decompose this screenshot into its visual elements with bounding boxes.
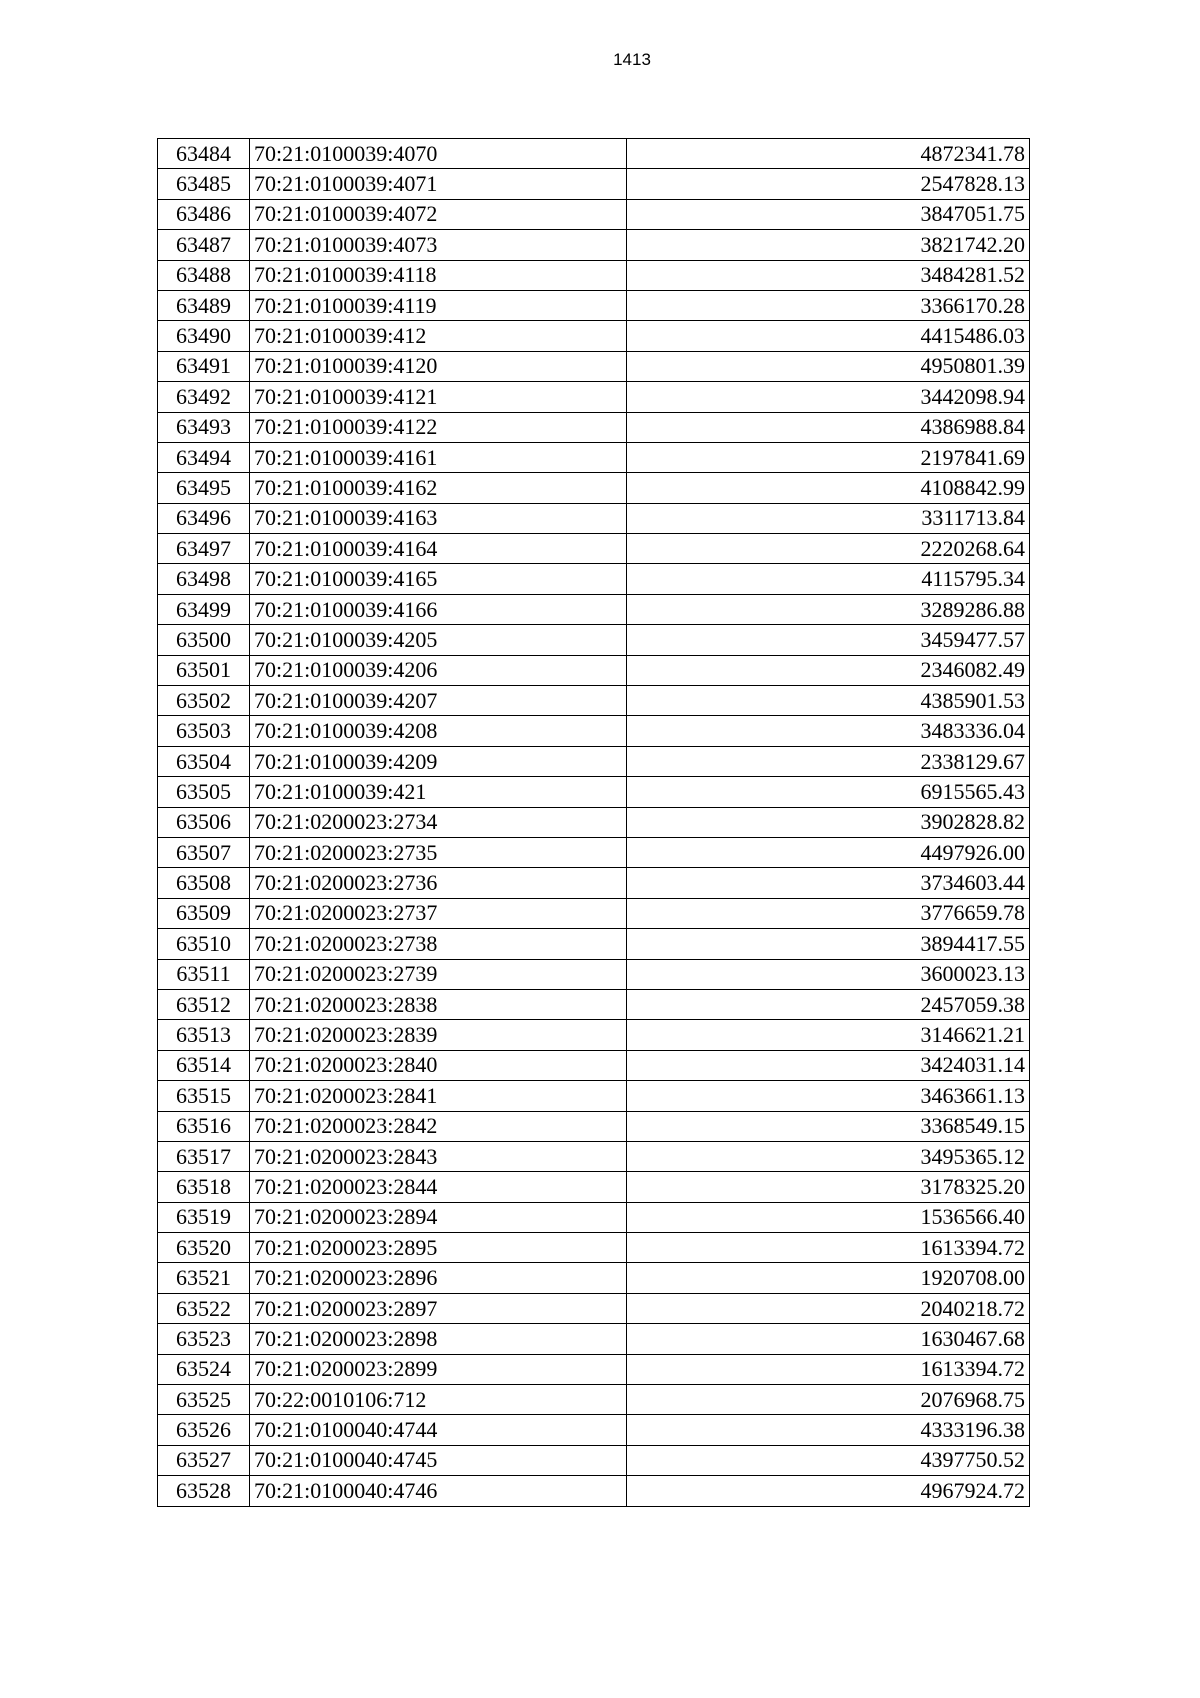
cadastral-number-cell: 70:21:0100040:4744 [250, 1415, 627, 1445]
cadastral-number-cell: 70:21:0100039:421 [250, 777, 627, 807]
row-number-cell: 63492 [158, 382, 250, 412]
row-number-cell: 63508 [158, 868, 250, 898]
row-number-cell: 63521 [158, 1263, 250, 1293]
table-row [158, 1020, 1030, 1050]
row-number-cell: 63519 [158, 1202, 250, 1232]
cadastral-number-cell: 70:21:0200023:2841 [250, 1081, 627, 1111]
table-row [158, 594, 1030, 624]
table-body [158, 139, 1030, 1507]
table-row [158, 1263, 1030, 1293]
table-row [158, 959, 1030, 989]
cadastral-value-cell: 4333196.38 [627, 1415, 1030, 1445]
cadastral-value-cell: 1630467.68 [627, 1324, 1030, 1354]
cadastral-value-cell: 3484281.52 [627, 260, 1030, 290]
row-number-cell: 63493 [158, 412, 250, 442]
table-row [158, 564, 1030, 594]
row-number-cell: 63489 [158, 290, 250, 320]
row-number-cell: 63498 [158, 564, 250, 594]
cadastral-value-cell: 3442098.94 [627, 382, 1030, 412]
table-row [158, 1202, 1030, 1232]
cadastral-value-table [157, 138, 1030, 1507]
cadastral-number-cell: 70:21:0100039:4121 [250, 382, 627, 412]
cadastral-number-cell: 70:21:0200023:2735 [250, 837, 627, 867]
cadastral-number-cell: 70:21:0200023:2737 [250, 898, 627, 928]
row-number-cell: 63484 [158, 139, 250, 169]
row-number-cell: 63499 [158, 594, 250, 624]
row-number-cell: 63485 [158, 169, 250, 199]
cadastral-value-cell: 3902828.82 [627, 807, 1030, 837]
cadastral-number-cell: 70:21:0100039:4070 [250, 139, 627, 169]
table-row [158, 929, 1030, 959]
table-row [158, 1415, 1030, 1445]
table-row [158, 655, 1030, 685]
cadastral-value-cell: 4385901.53 [627, 686, 1030, 716]
cadastral-number-cell: 70:21:0100039:4073 [250, 230, 627, 260]
cadastral-number-cell: 70:21:0200023:2738 [250, 929, 627, 959]
table-row [158, 1050, 1030, 1080]
row-number-cell: 63497 [158, 534, 250, 564]
cadastral-value-cell: 3847051.75 [627, 199, 1030, 229]
cadastral-value-cell: 3734603.44 [627, 868, 1030, 898]
cadastral-value-cell: 4386988.84 [627, 412, 1030, 442]
cadastral-value-cell: 1613394.72 [627, 1354, 1030, 1384]
cadastral-number-cell: 70:21:0200023:2843 [250, 1141, 627, 1171]
cadastral-value-cell: 3821742.20 [627, 230, 1030, 260]
row-number-cell: 63510 [158, 929, 250, 959]
table-row [158, 625, 1030, 655]
table-row [158, 290, 1030, 320]
row-number-cell: 63490 [158, 321, 250, 351]
table-row [158, 746, 1030, 776]
cadastral-value-cell: 2346082.49 [627, 655, 1030, 685]
row-number-cell: 63526 [158, 1415, 250, 1445]
row-number-cell: 63502 [158, 686, 250, 716]
table-row [158, 230, 1030, 260]
cadastral-value-cell: 3178325.20 [627, 1172, 1030, 1202]
cadastral-number-cell: 70:21:0100040:4745 [250, 1445, 627, 1475]
cadastral-number-cell: 70:21:0100039:4165 [250, 564, 627, 594]
table-row [158, 412, 1030, 442]
cadastral-value-cell: 3146621.21 [627, 1020, 1030, 1050]
table-row [158, 898, 1030, 928]
row-number-cell: 63506 [158, 807, 250, 837]
table-row [158, 807, 1030, 837]
row-number-cell: 63488 [158, 260, 250, 290]
cadastral-value-cell: 1536566.40 [627, 1202, 1030, 1232]
cadastral-number-cell: 70:21:0100039:4162 [250, 473, 627, 503]
table-row [158, 473, 1030, 503]
row-number-cell: 63515 [158, 1081, 250, 1111]
row-number-cell: 63517 [158, 1141, 250, 1171]
row-number-cell: 63525 [158, 1385, 250, 1415]
table-row [158, 534, 1030, 564]
cadastral-value-cell: 3459477.57 [627, 625, 1030, 655]
cadastral-number-cell: 70:21:0200023:2844 [250, 1172, 627, 1202]
cadastral-number-cell: 70:21:0100039:4166 [250, 594, 627, 624]
cadastral-number-cell: 70:21:0100039:4161 [250, 442, 627, 472]
row-number-cell: 63494 [158, 442, 250, 472]
cadastral-value-cell: 2040218.72 [627, 1293, 1030, 1323]
cadastral-number-cell: 70:21:0100039:4164 [250, 534, 627, 564]
table-row [158, 260, 1030, 290]
cadastral-number-cell: 70:21:0200023:2898 [250, 1324, 627, 1354]
row-number-cell: 63491 [158, 351, 250, 381]
cadastral-value-cell: 3368549.15 [627, 1111, 1030, 1141]
row-number-cell: 63523 [158, 1324, 250, 1354]
row-number-cell: 63507 [158, 837, 250, 867]
table-row [158, 1172, 1030, 1202]
cadastral-value-cell: 3600023.13 [627, 959, 1030, 989]
cadastral-value-cell: 2457059.38 [627, 989, 1030, 1019]
cadastral-number-cell: 70:21:0200023:2899 [250, 1354, 627, 1384]
row-number-cell: 63516 [158, 1111, 250, 1141]
cadastral-value-cell: 3776659.78 [627, 898, 1030, 928]
cadastral-number-cell: 70:21:0200023:2896 [250, 1263, 627, 1293]
row-number-cell: 63513 [158, 1020, 250, 1050]
cadastral-value-cell: 4497926.00 [627, 837, 1030, 867]
row-number-cell: 63509 [158, 898, 250, 928]
cadastral-number-cell: 70:21:0100039:412 [250, 321, 627, 351]
row-number-cell: 63486 [158, 199, 250, 229]
cadastral-number-cell: 70:21:0200023:2839 [250, 1020, 627, 1050]
table-row [158, 1385, 1030, 1415]
cadastral-number-cell: 70:21:0100039:4120 [250, 351, 627, 381]
cadastral-number-cell: 70:21:0100039:4205 [250, 625, 627, 655]
cadastral-number-cell: 70:21:0100039:4122 [250, 412, 627, 442]
cadastral-value-cell: 1920708.00 [627, 1263, 1030, 1293]
row-number-cell: 63527 [158, 1445, 250, 1475]
row-number-cell: 63518 [158, 1172, 250, 1202]
row-number-cell: 63512 [158, 989, 250, 1019]
cadastral-number-cell: 70:21:0200023:2895 [250, 1233, 627, 1263]
cadastral-number-cell: 70:21:0100039:4118 [250, 260, 627, 290]
row-number-cell: 63501 [158, 655, 250, 685]
cadastral-value-cell: 3894417.55 [627, 929, 1030, 959]
cadastral-number-cell: 70:21:0200023:2842 [250, 1111, 627, 1141]
cadastral-number-cell: 70:22:0010106:712 [250, 1385, 627, 1415]
cadastral-value-cell: 4967924.72 [627, 1476, 1030, 1506]
row-number-cell: 63524 [158, 1354, 250, 1384]
cadastral-number-cell: 70:21:0200023:2736 [250, 868, 627, 898]
row-number-cell: 63511 [158, 959, 250, 989]
row-number-cell: 63528 [158, 1476, 250, 1506]
cadastral-value-cell: 3483336.04 [627, 716, 1030, 746]
table-row [158, 777, 1030, 807]
cadastral-number-cell: 70:21:0100039:4163 [250, 503, 627, 533]
cadastral-value-cell: 4950801.39 [627, 351, 1030, 381]
cadastral-number-cell: 70:21:0100039:4207 [250, 686, 627, 716]
cadastral-value-cell: 4415486.03 [627, 321, 1030, 351]
cadastral-number-cell: 70:21:0100039:4206 [250, 655, 627, 685]
table-row [158, 199, 1030, 229]
row-number-cell: 63514 [158, 1050, 250, 1080]
cadastral-value-cell: 3463661.13 [627, 1081, 1030, 1111]
row-number-cell: 63495 [158, 473, 250, 503]
cadastral-number-cell: 70:21:0100039:4209 [250, 746, 627, 776]
cadastral-value-cell: 3366170.28 [627, 290, 1030, 320]
row-number-cell: 63496 [158, 503, 250, 533]
table-row [158, 139, 1030, 169]
table-row [158, 1476, 1030, 1506]
cadastral-number-cell: 70:21:0100039:4072 [250, 199, 627, 229]
cadastral-number-cell: 70:21:0100039:4119 [250, 290, 627, 320]
row-number-cell: 63522 [158, 1293, 250, 1323]
table-row [158, 716, 1030, 746]
table-row [158, 1081, 1030, 1111]
cadastral-value-cell: 2197841.69 [627, 442, 1030, 472]
table-row [158, 837, 1030, 867]
cadastral-number-cell: 70:21:0100039:4071 [250, 169, 627, 199]
cadastral-value-cell: 4115795.34 [627, 564, 1030, 594]
table-row [158, 686, 1030, 716]
cadastral-number-cell: 70:21:0100040:4746 [250, 1476, 627, 1506]
cadastral-number-cell: 70:21:0200023:2894 [250, 1202, 627, 1232]
cadastral-value-cell: 6915565.43 [627, 777, 1030, 807]
table-row [158, 442, 1030, 472]
cadastral-value-cell: 2338129.67 [627, 746, 1030, 776]
table-row [158, 169, 1030, 199]
cadastral-value-cell: 2547828.13 [627, 169, 1030, 199]
row-number-cell: 63520 [158, 1233, 250, 1263]
row-number-cell: 63504 [158, 746, 250, 776]
cadastral-value-cell: 4108842.99 [627, 473, 1030, 503]
cadastral-value-cell: 3424031.14 [627, 1050, 1030, 1080]
table-row [158, 868, 1030, 898]
table-row [158, 1354, 1030, 1384]
page-number: 1413 [613, 50, 651, 69]
cadastral-value-cell: 3495365.12 [627, 1141, 1030, 1171]
cadastral-number-cell: 70:21:0200023:2734 [250, 807, 627, 837]
cadastral-value-cell: 2076968.75 [627, 1385, 1030, 1415]
row-number-cell: 63487 [158, 230, 250, 260]
row-number-cell: 63500 [158, 625, 250, 655]
cadastral-number-cell: 70:21:0200023:2739 [250, 959, 627, 989]
table-row [158, 989, 1030, 1019]
cadastral-number-cell: 70:21:0200023:2838 [250, 989, 627, 1019]
cadastral-value-cell: 2220268.64 [627, 534, 1030, 564]
cadastral-number-cell: 70:21:0200023:2840 [250, 1050, 627, 1080]
row-number-cell: 63505 [158, 777, 250, 807]
row-number-cell: 63503 [158, 716, 250, 746]
table-row [158, 1233, 1030, 1263]
table-row [158, 1293, 1030, 1323]
cadastral-value-cell: 3289286.88 [627, 594, 1030, 624]
cadastral-number-cell: 70:21:0100039:4208 [250, 716, 627, 746]
table-row [158, 503, 1030, 533]
table-row [158, 1445, 1030, 1475]
table-row [158, 1111, 1030, 1141]
cadastral-number-cell: 70:21:0200023:2897 [250, 1293, 627, 1323]
table-row [158, 321, 1030, 351]
table-row [158, 351, 1030, 381]
cadastral-value-cell: 4872341.78 [627, 139, 1030, 169]
table-row [158, 1141, 1030, 1171]
table-row [158, 382, 1030, 412]
cadastral-value-cell: 4397750.52 [627, 1445, 1030, 1475]
cadastral-value-cell: 1613394.72 [627, 1233, 1030, 1263]
table-row [158, 1324, 1030, 1354]
cadastral-value-cell: 3311713.84 [627, 503, 1030, 533]
